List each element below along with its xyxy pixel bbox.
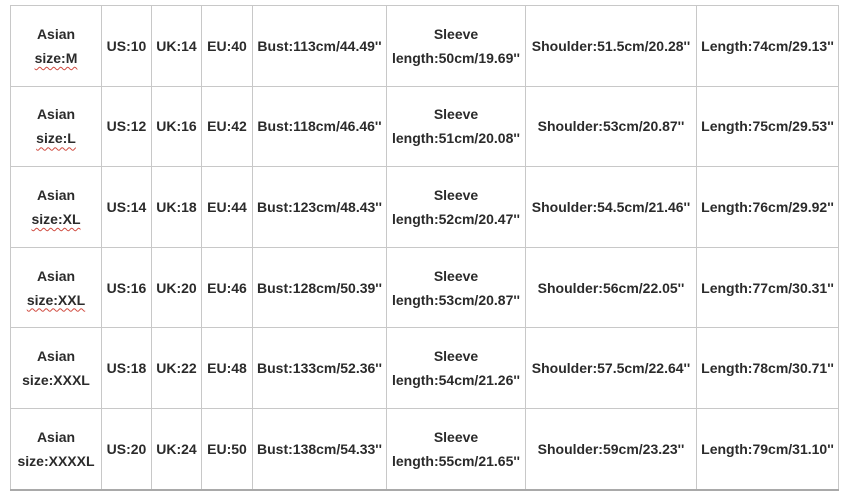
asian-size-cell — [11, 86, 102, 167]
shoulder-cell: Shoulder:56cm/22.05'' — [526, 247, 697, 328]
table-row — [11, 328, 839, 409]
sleeve-length-cell: Sleeve length:50cm/19.69'' — [387, 6, 526, 87]
table-row — [11, 86, 839, 167]
shoulder-cell: Shoulder:51.5cm/20.28'' — [526, 6, 697, 87]
uk-size-cell: UK:24 — [152, 409, 202, 490]
asian-size-cell — [11, 247, 102, 328]
asian-size-label-line2: size:M — [34, 49, 78, 66]
eu-size-cell: EU:42 — [202, 86, 253, 167]
shoulder-cell: Shoulder:57.5cm/22.64'' — [526, 328, 697, 409]
uk-size-cell: UK:14 — [152, 6, 202, 87]
bust-cell: Bust:123cm/48.43'' — [253, 167, 387, 248]
sleeve-length-cell: Sleeve length:52cm/20.47'' — [387, 167, 526, 248]
shoulder-cell: Shoulder:53cm/20.87'' — [526, 86, 697, 167]
sleeve-length-cell: Sleeve length:55cm/21.65'' — [387, 409, 526, 490]
us-size-cell: US:14 — [102, 167, 152, 248]
uk-size-cell: UK:20 — [152, 247, 202, 328]
table-row — [11, 247, 839, 328]
asian-size-cell — [11, 328, 102, 409]
table-row — [11, 167, 839, 248]
uk-size-cell: UK:16 — [152, 86, 202, 167]
shoulder-cell: Shoulder:54.5cm/21.46'' — [526, 167, 697, 248]
asian-size-label-line2: size:XL — [31, 211, 81, 228]
asian-size-label-line1: Asian — [36, 267, 76, 284]
bust-cell: Bust:118cm/46.46'' — [253, 86, 387, 167]
eu-size-cell: EU:40 — [202, 6, 253, 87]
eu-size-cell: EU:44 — [202, 167, 253, 248]
bust-cell: Bust:138cm/54.33'' — [253, 409, 387, 490]
size-chart-table — [10, 5, 839, 491]
length-cell: Length:76cm/29.92'' — [697, 167, 839, 248]
asian-size-label-line1: Asian — [36, 187, 76, 204]
uk-size-cell: UK:18 — [152, 167, 202, 248]
us-size-cell: US:20 — [102, 409, 152, 490]
sleeve-length-cell: Sleeve length:51cm/20.08'' — [387, 86, 526, 167]
table-row — [11, 409, 839, 490]
asian-size-cell — [11, 409, 102, 490]
length-cell: Length:79cm/31.10'' — [697, 409, 839, 490]
asian-size-label-line2: size:XXXXL — [17, 453, 95, 470]
asian-size-label-line2: size:L — [36, 130, 76, 147]
length-cell: Length:74cm/29.13'' — [697, 6, 839, 87]
sleeve-length-cell: Sleeve length:54cm/21.26'' — [387, 328, 526, 409]
uk-size-cell: UK:22 — [152, 328, 202, 409]
us-size-cell: US:12 — [102, 86, 152, 167]
eu-size-cell: EU:46 — [202, 247, 253, 328]
asian-size-label-line1: Asian — [36, 106, 76, 123]
bust-cell: Bust:133cm/52.36'' — [253, 328, 387, 409]
us-size-cell: US:10 — [102, 6, 152, 87]
eu-size-cell: EU:48 — [202, 328, 253, 409]
sleeve-length-cell: Sleeve length:53cm/20.87'' — [387, 247, 526, 328]
length-cell: Length:78cm/30.71'' — [697, 328, 839, 409]
asian-size-cell — [11, 6, 102, 87]
asian-size-label-line2: size:XXXL — [22, 372, 90, 389]
length-cell: Length:75cm/29.53'' — [697, 86, 839, 167]
table-row — [11, 6, 839, 87]
shoulder-cell: Shoulder:59cm/23.23'' — [526, 409, 697, 490]
asian-size-label-line2: size:XXL — [26, 291, 86, 308]
us-size-cell: US:16 — [102, 247, 152, 328]
asian-size-label-line1: Asian — [36, 429, 76, 446]
us-size-cell: US:18 — [102, 328, 152, 409]
asian-size-label-line1: Asian — [36, 25, 76, 42]
asian-size-label-line1: Asian — [36, 348, 76, 365]
asian-size-cell — [11, 167, 102, 248]
bust-cell: Bust:113cm/44.49'' — [253, 6, 387, 87]
length-cell: Length:77cm/30.31'' — [697, 247, 839, 328]
eu-size-cell: EU:50 — [202, 409, 253, 490]
bust-cell: Bust:128cm/50.39'' — [253, 247, 387, 328]
